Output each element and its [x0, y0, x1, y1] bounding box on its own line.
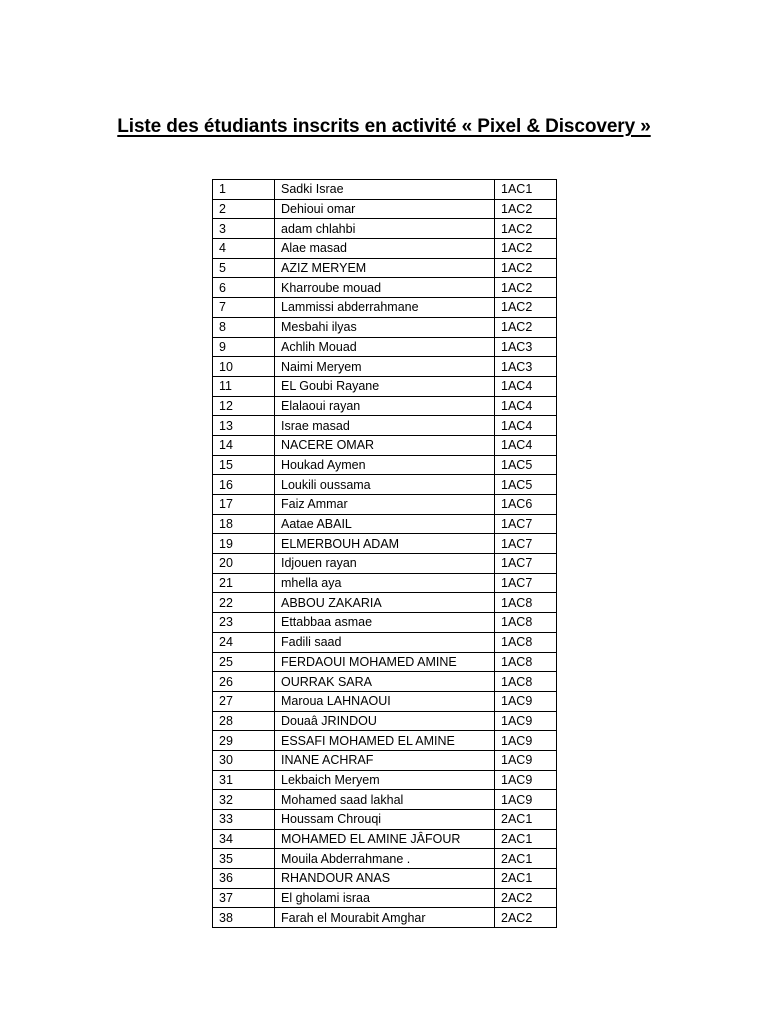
- table-row: [213, 278, 557, 298]
- student-name-cell: Kharroube mouad: [275, 278, 495, 298]
- table-row: [213, 691, 557, 711]
- student-name-cell: Maroua LAHNAOUI: [275, 691, 495, 711]
- table-row: [213, 199, 557, 219]
- student-class-cell: 1AC8: [495, 593, 557, 613]
- student-number-cell: 24: [213, 632, 275, 652]
- student-class-cell: 1AC4: [495, 435, 557, 455]
- student-name-cell: Dehioui omar: [275, 199, 495, 219]
- table-row: [213, 829, 557, 849]
- student-class-cell: 1AC2: [495, 199, 557, 219]
- student-name-cell: EL Goubi Rayane: [275, 376, 495, 396]
- student-name-cell: Douaâ JRINDOU: [275, 711, 495, 731]
- student-number-cell: 19: [213, 534, 275, 554]
- student-class-cell: 1AC2: [495, 317, 557, 337]
- student-class-cell: 1AC2: [495, 258, 557, 278]
- student-number-cell: 8: [213, 317, 275, 337]
- student-number-cell: 31: [213, 770, 275, 790]
- student-number-cell: 16: [213, 475, 275, 495]
- student-name-cell: Naimi Meryem: [275, 357, 495, 377]
- student-number-cell: 9: [213, 337, 275, 357]
- table-row: [213, 180, 557, 200]
- page-title: Liste des étudiants inscrits en activité « Pixel & Discovery »: [117, 116, 651, 137]
- student-class-cell: 2AC2: [495, 888, 557, 908]
- table-row: [213, 357, 557, 377]
- table-row: [213, 475, 557, 495]
- student-number-cell: 10: [213, 357, 275, 377]
- student-class-cell: 1AC8: [495, 672, 557, 692]
- table-row: [213, 908, 557, 928]
- student-name-cell: Mouila Abderrahmane .: [275, 849, 495, 869]
- student-class-cell: 1AC5: [495, 475, 557, 495]
- table-row: [213, 239, 557, 259]
- table-row: [213, 514, 557, 534]
- student-class-cell: 1AC9: [495, 790, 557, 810]
- student-name-cell: MOHAMED EL AMINE JÂFOUR: [275, 829, 495, 849]
- table-row: [213, 613, 557, 633]
- student-class-cell: 1AC7: [495, 514, 557, 534]
- student-name-cell: ELMERBOUH ADAM: [275, 534, 495, 554]
- student-name-cell: RHANDOUR ANAS: [275, 869, 495, 889]
- student-name-cell: Mesbahi ilyas: [275, 317, 495, 337]
- student-number-cell: 2: [213, 199, 275, 219]
- student-number-cell: 25: [213, 652, 275, 672]
- table-row: [213, 435, 557, 455]
- students-table: [212, 179, 557, 928]
- student-name-cell: Ettabbaa asmae: [275, 613, 495, 633]
- student-class-cell: 2AC2: [495, 908, 557, 928]
- student-number-cell: 13: [213, 416, 275, 436]
- student-number-cell: 5: [213, 258, 275, 278]
- student-number-cell: 20: [213, 554, 275, 574]
- student-name-cell: Achlih Mouad: [275, 337, 495, 357]
- table-row: [213, 258, 557, 278]
- student-name-cell: OURRAK SARA: [275, 672, 495, 692]
- student-number-cell: 38: [213, 908, 275, 928]
- student-number-cell: 7: [213, 298, 275, 318]
- student-number-cell: 34: [213, 829, 275, 849]
- student-name-cell: Houkad Aymen: [275, 455, 495, 475]
- student-number-cell: 26: [213, 672, 275, 692]
- table-row: [213, 337, 557, 357]
- student-number-cell: 4: [213, 239, 275, 259]
- student-name-cell: AZIZ MERYEM: [275, 258, 495, 278]
- table-row: [213, 750, 557, 770]
- student-number-cell: 22: [213, 593, 275, 613]
- student-number-cell: 32: [213, 790, 275, 810]
- student-number-cell: 33: [213, 810, 275, 830]
- student-class-cell: 1AC5: [495, 455, 557, 475]
- student-name-cell: Elalaoui rayan: [275, 396, 495, 416]
- student-class-cell: 1AC9: [495, 731, 557, 751]
- student-name-cell: El gholami israa: [275, 888, 495, 908]
- student-class-cell: 1AC2: [495, 239, 557, 259]
- student-name-cell: Mohamed saad lakhal: [275, 790, 495, 810]
- table-row: [213, 888, 557, 908]
- table-row: [213, 416, 557, 436]
- student-number-cell: 23: [213, 613, 275, 633]
- student-class-cell: 1AC8: [495, 613, 557, 633]
- student-name-cell: Lekbaich Meryem: [275, 770, 495, 790]
- student-class-cell: 2AC1: [495, 829, 557, 849]
- student-number-cell: 1: [213, 180, 275, 200]
- table-row: [213, 455, 557, 475]
- student-class-cell: 1AC7: [495, 534, 557, 554]
- student-name-cell: Alae masad: [275, 239, 495, 259]
- student-number-cell: 29: [213, 731, 275, 751]
- student-number-cell: 12: [213, 396, 275, 416]
- student-name-cell: mhella aya: [275, 573, 495, 593]
- student-name-cell: Fadili saad: [275, 632, 495, 652]
- student-class-cell: 1AC2: [495, 219, 557, 239]
- student-number-cell: 36: [213, 869, 275, 889]
- table-row: [213, 849, 557, 869]
- student-name-cell: Idjouen rayan: [275, 554, 495, 574]
- student-class-cell: 1AC3: [495, 337, 557, 357]
- table-row: [213, 632, 557, 652]
- student-class-cell: 1AC4: [495, 396, 557, 416]
- student-name-cell: FERDAOUI MOHAMED AMINE: [275, 652, 495, 672]
- student-class-cell: 2AC1: [495, 869, 557, 889]
- table-row: [213, 317, 557, 337]
- student-number-cell: 30: [213, 750, 275, 770]
- student-class-cell: 1AC1: [495, 180, 557, 200]
- table-row: [213, 593, 557, 613]
- student-name-cell: Faiz Ammar: [275, 495, 495, 515]
- table-row: [213, 573, 557, 593]
- student-number-cell: 37: [213, 888, 275, 908]
- student-number-cell: 21: [213, 573, 275, 593]
- student-name-cell: ABBOU ZAKARIA: [275, 593, 495, 613]
- student-number-cell: 11: [213, 376, 275, 396]
- table-row: [213, 534, 557, 554]
- student-name-cell: Houssam Chrouqi: [275, 810, 495, 830]
- student-number-cell: 6: [213, 278, 275, 298]
- student-class-cell: 1AC9: [495, 770, 557, 790]
- student-class-cell: 2AC1: [495, 810, 557, 830]
- student-name-cell: Sadki Israe: [275, 180, 495, 200]
- table-row: [213, 495, 557, 515]
- student-number-cell: 14: [213, 435, 275, 455]
- table-row: [213, 869, 557, 889]
- table-row: [213, 770, 557, 790]
- student-class-cell: 1AC2: [495, 278, 557, 298]
- table-row: [213, 731, 557, 751]
- table-row: [213, 219, 557, 239]
- student-number-cell: 17: [213, 495, 275, 515]
- student-class-cell: 1AC9: [495, 711, 557, 731]
- student-name-cell: INANE ACHRAF: [275, 750, 495, 770]
- table-row: [213, 376, 557, 396]
- table-row: [213, 810, 557, 830]
- student-class-cell: 1AC9: [495, 750, 557, 770]
- table-row: [213, 652, 557, 672]
- student-class-cell: 1AC8: [495, 632, 557, 652]
- student-number-cell: 28: [213, 711, 275, 731]
- student-name-cell: Farah el Mourabit Amghar: [275, 908, 495, 928]
- student-name-cell: ESSAFI MOHAMED EL AMINE: [275, 731, 495, 751]
- table-row: [213, 298, 557, 318]
- student-name-cell: NACERE OMAR: [275, 435, 495, 455]
- student-name-cell: Aatae ABAIL: [275, 514, 495, 534]
- student-class-cell: 1AC8: [495, 652, 557, 672]
- student-class-cell: 1AC4: [495, 376, 557, 396]
- student-class-cell: 1AC7: [495, 554, 557, 574]
- student-class-cell: 1AC3: [495, 357, 557, 377]
- student-number-cell: 18: [213, 514, 275, 534]
- student-class-cell: 1AC2: [495, 298, 557, 318]
- student-class-cell: 1AC6: [495, 495, 557, 515]
- student-class-cell: 2AC1: [495, 849, 557, 869]
- table-row: [213, 790, 557, 810]
- student-name-cell: Israe masad: [275, 416, 495, 436]
- students-table-body: [213, 180, 557, 928]
- student-number-cell: 35: [213, 849, 275, 869]
- table-row: [213, 672, 557, 692]
- table-row: [213, 554, 557, 574]
- student-class-cell: 1AC9: [495, 691, 557, 711]
- student-number-cell: 27: [213, 691, 275, 711]
- student-number-cell: 3: [213, 219, 275, 239]
- student-name-cell: Lammissi abderrahmane: [275, 298, 495, 318]
- student-number-cell: 15: [213, 455, 275, 475]
- student-class-cell: 1AC7: [495, 573, 557, 593]
- student-name-cell: adam chlahbi: [275, 219, 495, 239]
- student-name-cell: Loukili oussama: [275, 475, 495, 495]
- table-row: [213, 396, 557, 416]
- student-class-cell: 1AC4: [495, 416, 557, 436]
- table-row: [213, 711, 557, 731]
